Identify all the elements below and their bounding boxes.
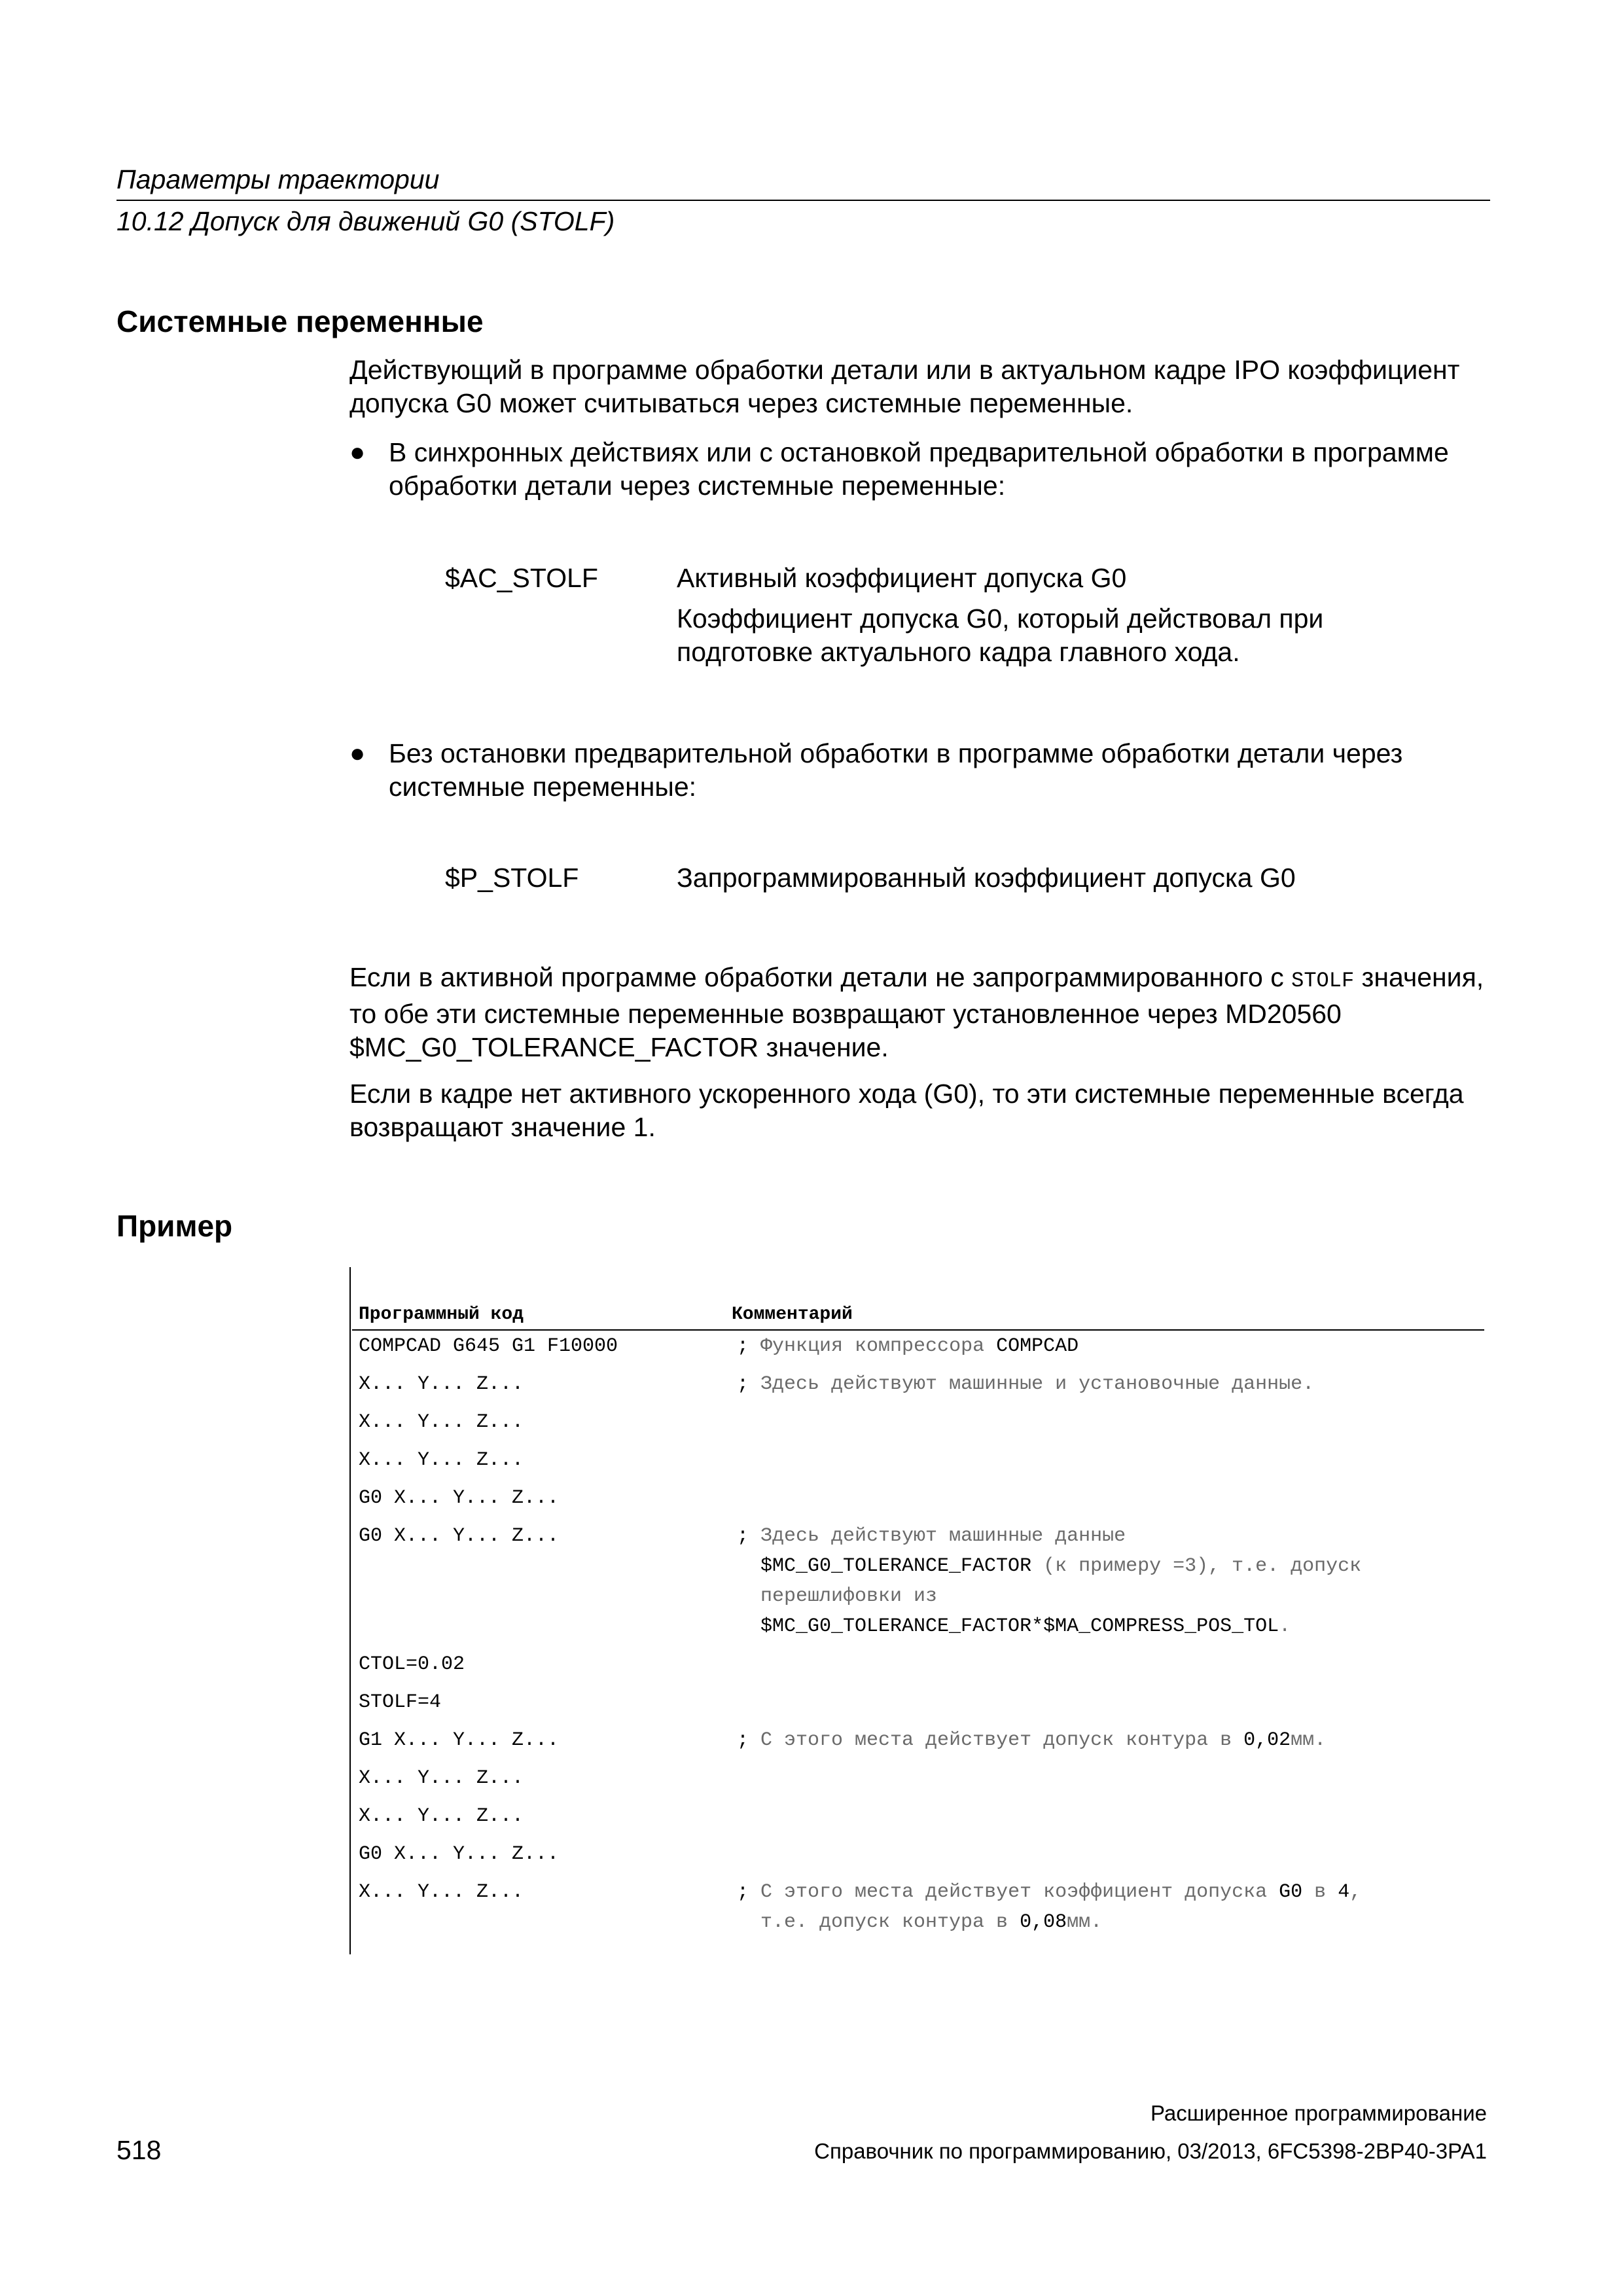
bullet-dot-icon: ● xyxy=(349,438,366,467)
table-header-rule xyxy=(352,1329,1484,1331)
table-row-comment-continued: $MC_G0_TOLERANCE_FACTOR (к примеру =3), т.е. допуск xyxy=(760,1555,1362,1577)
table-row-comment: ; Функция компрессора COMPCAD xyxy=(737,1335,1079,1357)
var-ac-stolf: $AC_STOLF xyxy=(445,563,598,593)
table-row-code: G0 X... Y... Z... xyxy=(359,1843,560,1865)
header-section: 10.12 Допуск для движений G0 (STOLF) xyxy=(116,206,615,236)
heading-example: Пример xyxy=(116,1209,233,1243)
bullet-item-1 xyxy=(349,436,1488,503)
table-row-code: X... Y... Z... xyxy=(359,1373,524,1395)
var-ac-stolf-detail: Коэффициент допуска G0, который действовал при подготовке актуального кадра главного хода. xyxy=(677,603,1324,667)
var-p-stolf: $P_STOLF xyxy=(445,863,579,893)
table-row-code: G0 X... Y... Z... xyxy=(359,1487,560,1509)
table-row-code: CTOL=0.02 xyxy=(359,1653,465,1676)
inline-code-stolf: STOLF xyxy=(1291,969,1355,993)
paragraph-no-rapid xyxy=(349,1077,1488,1144)
intro-text: Действующий в программе обработки детали или в актуальном кадре IPO коэффициент допуска G0 может считываться через системные переменные. xyxy=(349,355,1460,418)
table-row-code: X... Y... Z... xyxy=(359,1767,524,1789)
table-row-comment: ; Здесь действуют машинные и установочные данные. xyxy=(737,1373,1315,1395)
table-row-code: X... Y... Z... xyxy=(359,1449,524,1471)
table-left-rule xyxy=(349,1267,351,1954)
table-row-code: G1 X... Y... Z... xyxy=(359,1729,560,1751)
column-header-comment: Комментарий xyxy=(732,1304,853,1325)
heading-system-variables: Системные переменные xyxy=(116,304,484,338)
bullet-text-2: Без остановки предварительной обработки в программе обработки детали через системные переменные: xyxy=(389,738,1403,802)
table-row-code: X... Y... Z... xyxy=(359,1805,524,1827)
table-row-comment-continued: перешлифовки из xyxy=(760,1585,938,1607)
paragraph-no-rapid-text: Если в кадре нет активного ускоренного хода (G0), то эти системные переменные всегда возвращают значение 1. xyxy=(349,1079,1464,1142)
table-row-code: X... Y... Z... xyxy=(359,1411,524,1433)
header-rule xyxy=(116,200,1490,201)
footer-title: Расширенное программирование xyxy=(1150,2101,1487,2125)
intro-paragraph xyxy=(349,353,1488,420)
var-ac-stolf-desc: Активный коэффициент допуска G0 xyxy=(677,563,1127,593)
bullet-dot-icon: ● xyxy=(349,739,366,768)
table-row-comment: ; Здесь действуют машинные данные xyxy=(737,1525,1126,1547)
page-number: 518 xyxy=(116,2135,162,2165)
paragraph-default-value-text-a: Если в активной программе обработки детали не запрограммированного с xyxy=(349,962,1292,992)
table-row-comment-continued: т.е. допуск контура в 0,08мм. xyxy=(760,1911,1103,1933)
paragraph-default-value-text-b: значения, то обе эти системные переменные возвращают установленное через MD20560 $MC_G0_TOLERANCE_FACTOR значение. xyxy=(349,962,1484,1062)
header-chapter: Параметры траектории xyxy=(116,164,440,194)
table-row-code: X... Y... Z... xyxy=(359,1881,524,1903)
table-row-code: G0 X... Y... Z... xyxy=(359,1525,560,1547)
column-header-code: Программный код xyxy=(359,1304,524,1325)
footer-subtitle: Справочник по программированию, 03/2013, 6FC5398-2BP40-3PA1 xyxy=(814,2139,1487,2163)
table-row-code: STOLF=4 xyxy=(359,1691,442,1713)
paragraph-default-value xyxy=(349,961,1488,1064)
table-row-comment: ; С этого места действует допуск контура в 0,02мм. xyxy=(737,1729,1327,1751)
bullet-item-2 xyxy=(349,737,1488,804)
table-row-code: COMPCAD G645 G1 F10000 xyxy=(359,1335,618,1357)
var-p-stolf-desc: Запрограммированный коэффициент допуска G0 xyxy=(677,863,1296,893)
table-row-comment: ; С этого места действует коэффициент допуска G0 в 4, xyxy=(737,1881,1362,1903)
table-row-comment-continued: $MC_G0_TOLERANCE_FACTOR*$MA_COMPRESS_POS_TOL. xyxy=(760,1615,1291,1638)
bullet-text-1: В синхронных действиях или с остановкой предварительной обработки в программе обработки детали через системные переменные: xyxy=(389,437,1449,501)
